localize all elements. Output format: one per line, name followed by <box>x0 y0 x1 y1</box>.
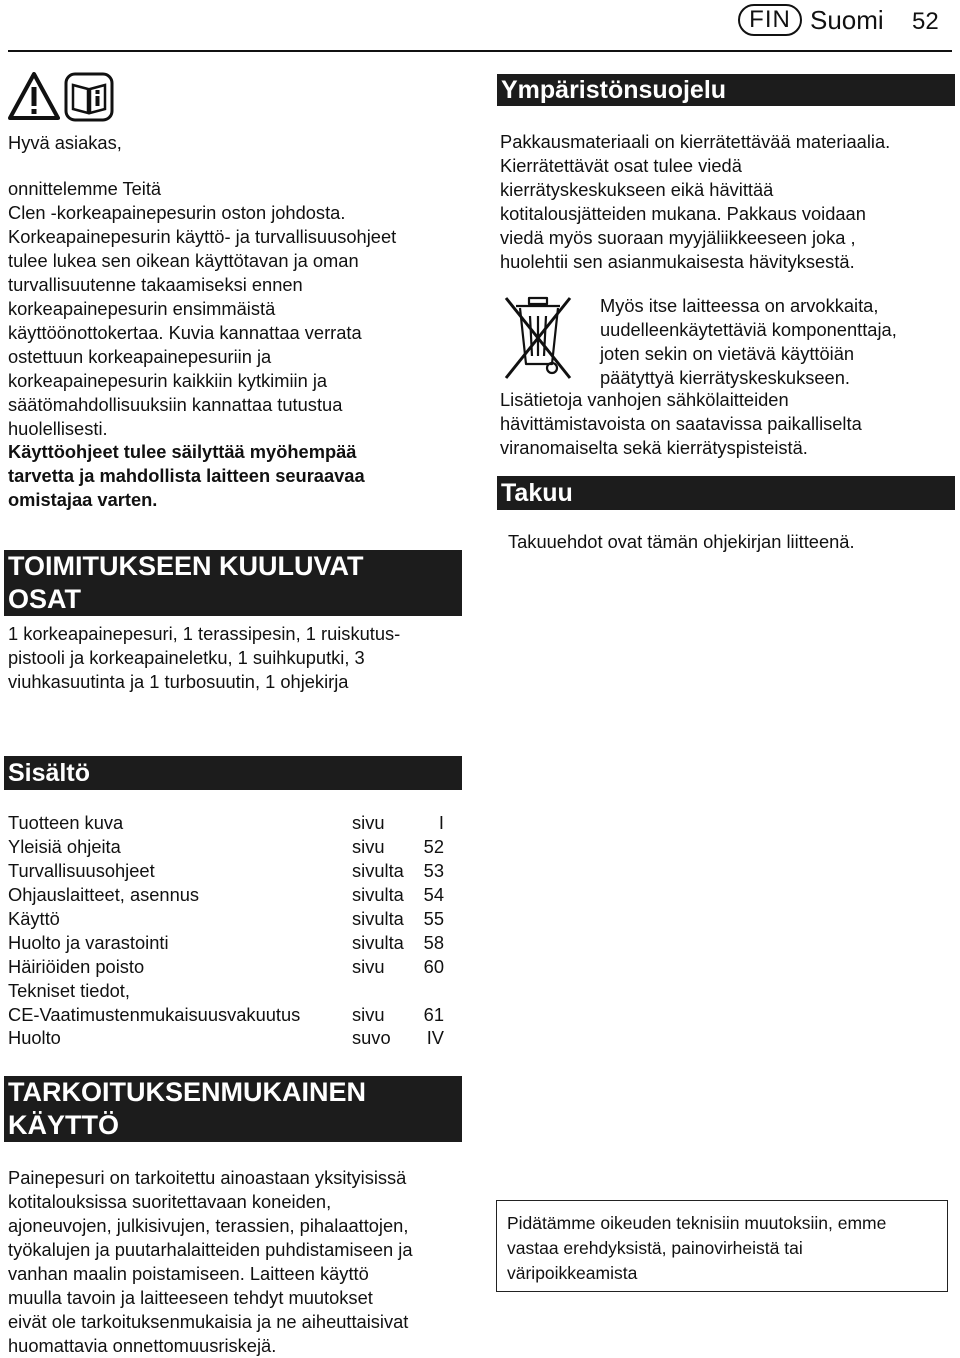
toc-title: Yleisiä ohjeita <box>8 836 121 857</box>
read-manual-icon <box>64 72 114 122</box>
bin-paragraph <box>600 294 897 390</box>
intro-line: Clen -korkeapainepesurin oston johdosta. <box>8 202 346 223</box>
toc-page-number: 54 <box>423 884 444 905</box>
bin-line: päätyttyä kierrätyskeskukseen. <box>600 367 850 388</box>
toc-page-word: suvo <box>352 1027 391 1048</box>
delivery-contents <box>8 622 400 694</box>
intended-use-line: muulla tavoin ja laitteeseen tehdyt muutokset <box>8 1287 373 1308</box>
toc-page-word: sivulta <box>352 908 404 929</box>
intro-line: Korkeapainepesurin käyttö- ja turvallisuusohjeet <box>8 226 397 247</box>
intro-line: säätömahdollisuuksiin kannattaa tutustua <box>8 394 343 415</box>
toc-row <box>8 955 448 979</box>
intended-use-heading <box>4 1076 462 1142</box>
disposal-line: hävittämistavoista on saatavissa paikalliselta <box>500 413 862 434</box>
toc-title: Ohjauslaitteet, asennus <box>8 884 200 905</box>
intended-use-heading-line: KÄYTTÖ <box>8 1110 119 1140</box>
toc-page-number: IV <box>426 1027 444 1048</box>
page-number: 52 <box>912 8 939 35</box>
intro-line: käyttöönottokertaa. Kuvia kannattaa verrata <box>8 322 362 343</box>
delivery-heading-line: TOIMITUKSEEN KUULUVAT <box>8 551 364 581</box>
toc-row <box>8 907 448 931</box>
toc-title: Tuotteen kuva <box>8 812 124 833</box>
notice-line: Pidätämme oikeuden teknisiin muutoksiin, emme <box>507 1213 887 1233</box>
crossed-out-wheelie-bin-icon <box>500 292 576 384</box>
notice-line: väripoikkeamista <box>507 1263 638 1283</box>
environment-line: huolehtii sen asianmukaisesta hävityksestä. <box>500 251 855 272</box>
intro-line: korkeapainepesurin kaikkiin kytkimiin ja <box>8 370 328 391</box>
toc-page-number: 53 <box>423 860 444 881</box>
notice-box <box>496 1200 948 1292</box>
header-divider <box>8 50 952 52</box>
toc-title: Huolto ja varastointi <box>8 932 169 953</box>
toc-title: Häiriöiden poisto <box>8 956 145 977</box>
intro-line: tulee lukea sen oikean käyttötavan ja oman <box>8 250 359 271</box>
toc-title: Käyttö <box>8 908 60 929</box>
intro-bold-line: omistajaa varten. <box>8 489 158 510</box>
intro-bold-line: tarvetta ja mahdollista laitteen seuraavaa <box>8 465 365 486</box>
disposal-line: Lisätietoja vanhojen sähkölaitteiden <box>500 389 789 410</box>
toc-title: Turvallisuusohjeet <box>8 860 155 881</box>
delivery-heading <box>4 550 462 616</box>
intro-line: korkeapainepesurin ensimmäistä <box>8 298 276 319</box>
intro-line: onnittelemme Teitä <box>8 178 162 199</box>
toc-row <box>8 979 448 1003</box>
environment-line: kierrätyskeskukseen eikä hävittää <box>500 179 774 200</box>
intended-use-line: huomattavia onnettomuusriskejä. <box>8 1335 277 1356</box>
toc-page-word: sivu <box>352 956 385 977</box>
bin-line: joten sekin on vietävä käyttöiän <box>600 343 855 364</box>
intended-use-line: ajoneuvojen, julkisivujen, terassien, pihalaattojen, <box>8 1215 409 1236</box>
toc-page-number: 52 <box>423 836 444 857</box>
intended-use-heading-line: TARKOITUKSENMUKAINEN <box>8 1077 366 1107</box>
warning-triangle-icon <box>8 72 60 120</box>
toc-title: CE-Vaatimustenmukaisuusvakuutus <box>8 1004 301 1025</box>
toc-page-word: sivulta <box>352 932 404 953</box>
bin-line: Myös itse laitteessa on arvokkaita, <box>600 295 879 316</box>
disposal-line: viranomaiselta sekä kierrätyspisteistä. <box>500 437 808 458</box>
intro-line: turvallisuutenne takaamiseksi ennen <box>8 274 303 295</box>
toc-page-number: 60 <box>423 956 444 977</box>
intended-use-line: vanhan maalin poistamiseen. Laitteen käyttö <box>8 1263 369 1284</box>
toc-row <box>8 835 448 859</box>
intro-line: ostettuun korkeapainepesuriin ja <box>8 346 272 367</box>
toc-page-word: sivu <box>352 1004 385 1025</box>
environment-heading: Ympäristönsuojelu <box>497 74 955 106</box>
warranty-heading: Takuu <box>497 476 955 510</box>
toc-row <box>8 1003 448 1027</box>
toc-row <box>8 1026 448 1050</box>
toc-page-number: I <box>438 812 444 833</box>
intended-use-paragraph <box>8 1166 413 1358</box>
intended-use-line: työkalujen ja puutarhalaitteiden puhdistamiseen ja <box>8 1239 413 1260</box>
disposal-paragraph <box>500 388 862 460</box>
delivery-line: 1 korkeapainepesuri, 1 terassipesin, 1 ruiskutus- <box>8 623 401 644</box>
intended-use-line: Painepesuri on tarkoitettu ainoastaan yksityisissä <box>8 1167 407 1188</box>
toc-row <box>8 859 448 883</box>
language-name: Suomi <box>810 5 884 35</box>
intro-bold-note <box>8 440 365 512</box>
toc-page-word: sivu <box>352 836 385 857</box>
environment-line: Kierrätettävät osat tulee viedä <box>500 155 742 176</box>
toc-page-number: 55 <box>423 908 444 929</box>
greeting: Hyvä asiakas, <box>8 132 122 153</box>
environment-paragraph <box>500 130 890 274</box>
warranty-text: Takuuehdot ovat tämän ohjekirjan liitteenä. <box>508 531 855 552</box>
delivery-line: viuhkasuutinta ja 1 turbosuutin, 1 ohjekirja <box>8 671 349 692</box>
toc-page-word: sivu <box>352 812 385 833</box>
toc-page-word: sivulta <box>352 860 404 881</box>
toc-page-word: sivulta <box>352 884 404 905</box>
environment-line: viedä myös suoraan myyjäliikkeeseen joka , <box>500 227 856 248</box>
toc-row <box>8 931 448 955</box>
environment-line: kotitalousjätteiden mukana. Pakkaus voidaan <box>500 203 866 224</box>
contents-heading: Sisältö <box>4 756 462 790</box>
notice-line: vastaa erehdyksistä, painovirheistä tai <box>507 1238 803 1258</box>
toc-page-number: 61 <box>423 1004 444 1025</box>
intended-use-line: eivät ole tarkoituksenmukaisia ja ne aiheuttaisivat <box>8 1311 409 1332</box>
environment-line: Pakkausmateriaali on kierrätettävää materiaalia. <box>500 131 891 152</box>
intended-use-line: kotitalouksissa suoritettavaan koneiden, <box>8 1191 332 1212</box>
toc-page-number: 58 <box>423 932 444 953</box>
intro-paragraph <box>8 177 396 441</box>
delivery-heading-line: OSAT <box>8 584 81 614</box>
toc-row <box>8 811 448 835</box>
toc-row <box>8 883 448 907</box>
intro-line: huolellisesti. <box>8 418 108 439</box>
toc-title: Tekniset tiedot, <box>8 980 130 1001</box>
intro-bold-line: Käyttöohjeet tulee säilyttää myöhempää <box>8 441 357 462</box>
language-code-badge: FIN <box>738 4 802 36</box>
delivery-line: pistooli ja korkeapaineletku, 1 suihkuputki, 3 <box>8 647 365 668</box>
bin-line: uudelleenkäytettäviä komponenttaja, <box>600 319 897 340</box>
toc-title: Huolto <box>8 1027 61 1048</box>
